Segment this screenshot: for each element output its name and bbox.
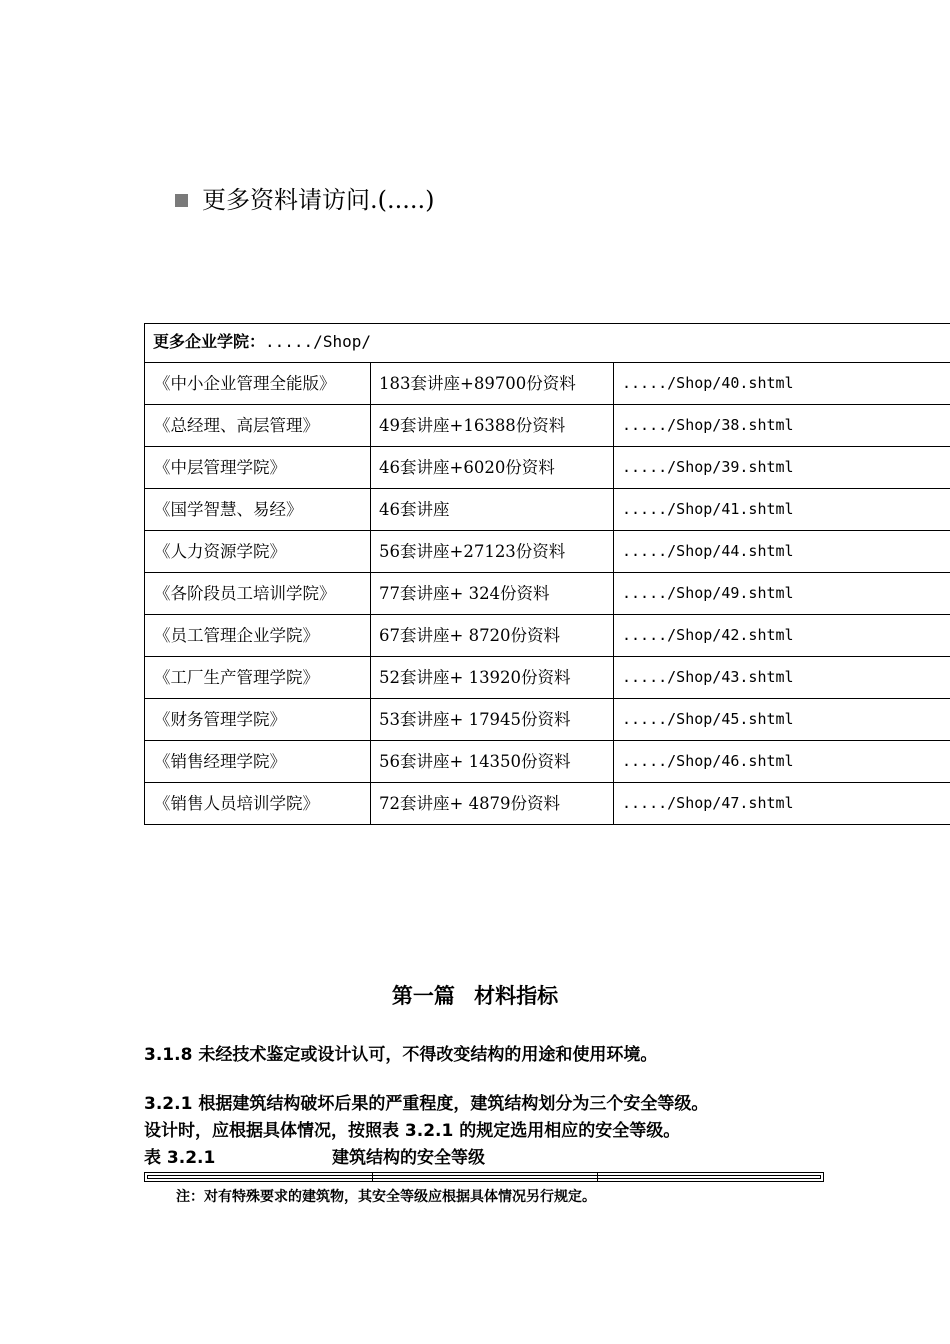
- course-desc-cell: 49套讲座+16388份资料: [371, 405, 614, 447]
- course-name-cell: 《工厂生产管理学院》: [145, 657, 371, 699]
- clause-3-2-1-first: 3.2.1 根据建筑结构破坏后果的严重程度，建筑结构划分为三个安全等级。: [144, 1094, 709, 1114]
- course-name-cell: 《中层管理学院》: [145, 447, 371, 489]
- course-url-link[interactable]: ...../Shop/43.shtml: [614, 657, 950, 699]
- course-desc-cell: 46套讲座+6020份资料: [371, 447, 614, 489]
- intro-line: [175, 184, 435, 216]
- catalog-header-link[interactable]: ...../Shop/: [265, 332, 371, 351]
- course-desc-cell: 46套讲座: [371, 489, 614, 531]
- course-url-link[interactable]: ...../Shop/40.shtml: [614, 363, 950, 405]
- table-row: [145, 783, 950, 825]
- catalog-header-row: [145, 324, 950, 363]
- course-url-link[interactable]: ...../Shop/41.shtml: [614, 489, 950, 531]
- table-title-line: [144, 1143, 485, 1168]
- table-row: [145, 447, 950, 489]
- course-url-link[interactable]: ...../Shop/45.shtml: [614, 699, 950, 741]
- course-name-cell: 《各阶段员工培训学院》: [145, 573, 371, 615]
- clause-3-2-1-second: 设计时，应根据具体情况，按照表 3.2.1 的规定选用相应的安全等级。: [144, 1121, 681, 1141]
- course-name-cell: 《人力资源学院》: [145, 531, 371, 573]
- table-row: [145, 405, 950, 447]
- table-column-divider: [597, 1173, 598, 1181]
- table-row: [145, 699, 950, 741]
- course-desc-cell: 52套讲座+ 13920份资料: [371, 657, 614, 699]
- course-url-link[interactable]: ...../Shop/44.shtml: [614, 531, 950, 573]
- course-name-cell: 《销售人员培训学院》: [145, 783, 371, 825]
- course-desc-cell: 56套讲座+ 14350份资料: [371, 741, 614, 783]
- course-url-link[interactable]: ...../Shop/42.shtml: [614, 615, 950, 657]
- clause-3-1-8: 3.1.8 未经技术鉴定或设计认可，不得改变结构的用途和使用环境。: [144, 1045, 658, 1065]
- catalog-header-label: 更多企业学院：: [153, 332, 266, 351]
- course-url-link[interactable]: ...../Shop/46.shtml: [614, 741, 950, 783]
- catalog-header-cell: [145, 324, 950, 363]
- table-row: [145, 531, 950, 573]
- course-name-cell: 《总经理、高层管理》: [145, 405, 371, 447]
- safety-grade-table-inner: [147, 1175, 821, 1179]
- table-number: 表 3.2.1: [144, 1148, 216, 1168]
- course-url-link[interactable]: ...../Shop/38.shtml: [614, 405, 950, 447]
- course-name-cell: 《销售经理学院》: [145, 741, 371, 783]
- part-title: [0, 980, 950, 1010]
- table-row: [145, 741, 950, 783]
- table-column-divider: [372, 1173, 373, 1181]
- course-url-link[interactable]: ...../Shop/49.shtml: [614, 573, 950, 615]
- table-row: [145, 489, 950, 531]
- table-note: 注：对有特殊要求的建筑物，其安全等级应根据具体情况另行规定。: [176, 1189, 596, 1205]
- table-row: [145, 363, 950, 405]
- course-url-link[interactable]: ...../Shop/47.shtml: [614, 783, 950, 825]
- table-row: [145, 615, 950, 657]
- course-name-cell: 《财务管理学院》: [145, 699, 371, 741]
- course-desc-cell: 183套讲座+89700份资料: [371, 363, 614, 405]
- course-name-cell: 《国学智慧、易经》: [145, 489, 371, 531]
- part-title-number: 第一篇: [391, 984, 455, 1008]
- square-bullet-icon: [175, 194, 188, 207]
- safety-grade-table: [144, 1172, 824, 1182]
- part-title-name: 材料指标: [474, 984, 559, 1008]
- intro-text: 更多资料请访问.(.....): [202, 186, 435, 214]
- course-desc-cell: 77套讲座+ 324份资料: [371, 573, 614, 615]
- catalog-table: [144, 323, 950, 825]
- table-row: [145, 573, 950, 615]
- course-desc-cell: 53套讲座+ 17945份资料: [371, 699, 614, 741]
- course-url-link[interactable]: ...../Shop/39.shtml: [614, 447, 950, 489]
- course-desc-cell: 67套讲座+ 8720份资料: [371, 615, 614, 657]
- table-caption: 建筑结构的安全等级: [332, 1148, 485, 1168]
- table-row: [145, 657, 950, 699]
- course-name-cell: 《中小企业管理全能版》: [145, 363, 371, 405]
- course-desc-cell: 56套讲座+27123份资料: [371, 531, 614, 573]
- course-desc-cell: 72套讲座+ 4879份资料: [371, 783, 614, 825]
- course-name-cell: 《员工管理企业学院》: [145, 615, 371, 657]
